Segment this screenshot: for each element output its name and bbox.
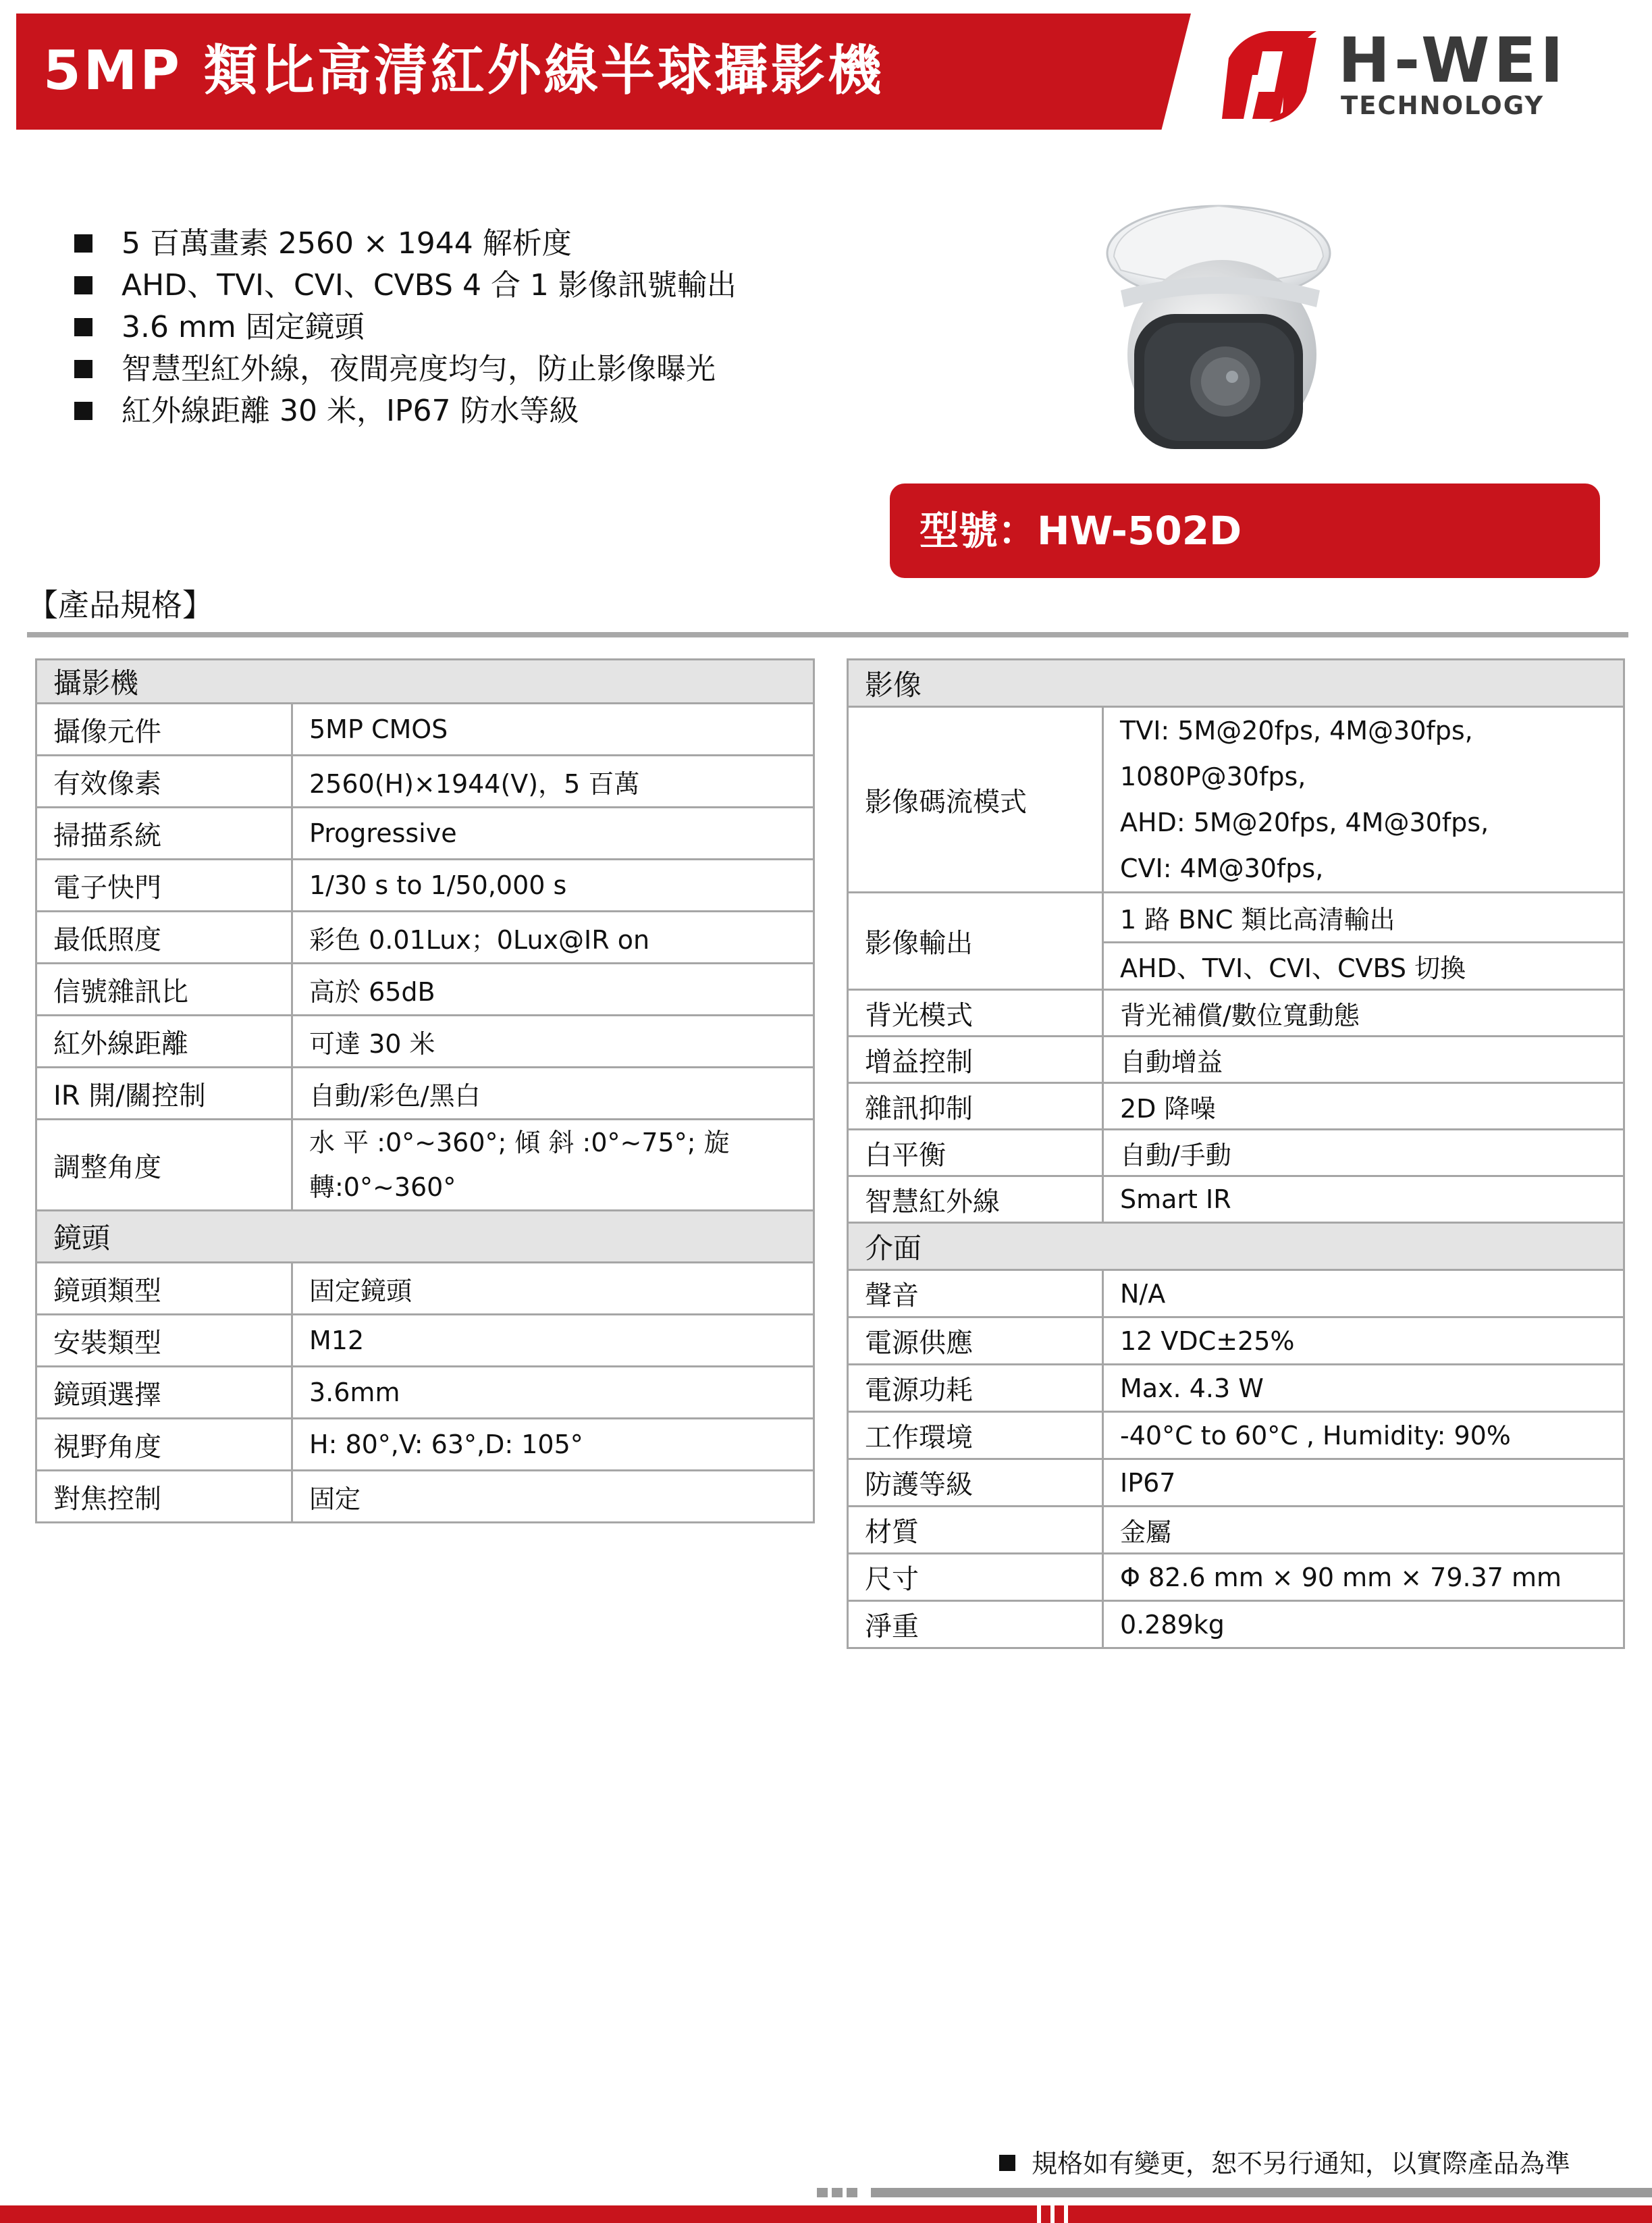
- table-section-row: [36, 1211, 814, 1263]
- table-row: [848, 1130, 1624, 1176]
- square-bullet-icon: [74, 234, 92, 253]
- table-row: [36, 1263, 814, 1315]
- spec-label: 視野角度: [36, 1419, 292, 1471]
- spec-label: 鏡頭類型: [36, 1263, 292, 1315]
- spec-label: 尺寸: [848, 1554, 1103, 1601]
- spec-value: 1/30 s to 1/50,000 s: [292, 860, 814, 912]
- h-wei-logo-icon: [1215, 24, 1330, 126]
- model-badge: [890, 483, 1600, 578]
- spec-label: 鏡頭選擇: [36, 1367, 292, 1419]
- spec-value: IP67: [1103, 1459, 1624, 1507]
- spec-label: 電子快門: [36, 860, 292, 912]
- spec-value: [1103, 707, 1624, 893]
- spec-value: Max. 4.3 W: [1103, 1365, 1624, 1412]
- stream-line: CVI: 4M@30fps,: [1120, 854, 1324, 883]
- spec-label: 有效像素: [36, 756, 292, 808]
- footer-tick: [1050, 2205, 1055, 2223]
- table-section-row: [36, 660, 814, 704]
- spec-value: 自動/彩色/黑白: [292, 1068, 814, 1120]
- section-title: 介面: [848, 1223, 1624, 1270]
- table-row: [36, 912, 814, 964]
- spec-label: 安裝類型: [36, 1315, 292, 1367]
- table-row: [36, 964, 814, 1016]
- spec-label: 影像碼流模式: [848, 707, 1103, 893]
- square-bullet-icon: [74, 402, 92, 420]
- spec-value: 自動增益: [1103, 1037, 1624, 1083]
- section-divider: [27, 632, 1628, 637]
- feature-list: [74, 223, 737, 432]
- spec-value: 2560(H)×1944(V)，5 百萬: [292, 756, 814, 808]
- spec-label: 影像輸出: [848, 893, 1103, 990]
- spec-value: 自動/手動: [1103, 1130, 1624, 1176]
- table-row: [36, 808, 814, 860]
- feature-item: [74, 223, 737, 265]
- table-row: [36, 1120, 814, 1211]
- spec-label: 信號雜訊比: [36, 964, 292, 1016]
- spec-value: 1 路 BNC 類比高清輸出: [1103, 893, 1624, 943]
- spec-value: H: 80°,V: 63°,D: 105°: [292, 1419, 814, 1471]
- feature-item: [74, 265, 737, 307]
- footer-red-bar: [0, 2205, 1652, 2223]
- spec-label: 調整角度: [36, 1120, 292, 1211]
- spec-value: 金屬: [1103, 1507, 1624, 1554]
- spec-value: [292, 1120, 814, 1211]
- table-row: [36, 1315, 814, 1367]
- feature-item: [74, 348, 737, 390]
- table-row: [36, 756, 814, 808]
- table-row: [36, 860, 814, 912]
- spec-label: 材質: [848, 1507, 1103, 1554]
- spec-label: 聲音: [848, 1270, 1103, 1317]
- feature-item: [74, 390, 737, 432]
- stream-line: TVI: 5M@20fps, 4M@30fps,: [1120, 716, 1473, 746]
- feature-text: 5 百萬畫素 2560 × 1944 解析度: [122, 226, 572, 261]
- table-row: [848, 1507, 1624, 1554]
- spec-value: Smart IR: [1103, 1176, 1624, 1223]
- section-title: 鏡頭: [36, 1211, 814, 1263]
- feature-item: [74, 307, 737, 348]
- feature-text: 智慧型紅外線，夜間亮度均勻，防止影像曝光: [122, 352, 716, 386]
- footer-tick: [1037, 2205, 1041, 2223]
- angle-line: 轉:0°~360°: [309, 1172, 456, 1202]
- table-row: [848, 1176, 1624, 1223]
- spec-value: 0.289kg: [1103, 1601, 1624, 1648]
- spec-label: 工作環境: [848, 1412, 1103, 1459]
- table-row: [36, 1016, 814, 1068]
- spec-label: 淨重: [848, 1601, 1103, 1648]
- footer-grey-bar: [871, 2188, 1652, 2197]
- footer-tick: [1064, 2205, 1068, 2223]
- model-number: 型號：HW-502D: [920, 508, 1242, 554]
- spec-value: Progressive: [292, 808, 814, 860]
- table-row: [36, 1367, 814, 1419]
- feature-text: 紅外線距離 30 米，IP67 防水等級: [122, 394, 579, 428]
- spec-label: 電源功耗: [848, 1365, 1103, 1412]
- table-row: [36, 1068, 814, 1120]
- table-row: [36, 704, 814, 756]
- spec-label: 最低照度: [36, 912, 292, 964]
- spec-label: 掃描系統: [36, 808, 292, 860]
- spec-value: AHD、TVI、CVI、CVBS 切換: [1103, 943, 1624, 990]
- table-row: [848, 1365, 1624, 1412]
- square-bullet-icon: [74, 276, 92, 294]
- section-title: 攝影機: [36, 660, 814, 704]
- spec-label: 雜訊抑制: [848, 1083, 1103, 1130]
- dome-camera-image: [1094, 189, 1343, 459]
- table-section-row: [848, 660, 1624, 707]
- spec-label: IR 開/關控制: [36, 1068, 292, 1120]
- spec-value: 3.6mm: [292, 1367, 814, 1419]
- table-row: [848, 1037, 1624, 1083]
- table-row: [848, 1459, 1624, 1507]
- spec-label: 紅外線距離: [36, 1016, 292, 1068]
- footer-note: [999, 2145, 1570, 2182]
- table-row: [848, 1317, 1624, 1365]
- brand-subtitle: TECHNOLOGY: [1341, 91, 1545, 120]
- footer-note-text: 規格如有變更，恕不另行通知，以實際產品為準: [1032, 2149, 1571, 2178]
- square-bullet-icon: [74, 318, 92, 336]
- spec-label: 攝像元件: [36, 704, 292, 756]
- spec-label: 智慧紅外線: [848, 1176, 1103, 1223]
- square-bullet-icon: [74, 360, 92, 378]
- footer-tick: [832, 2188, 843, 2197]
- spec-value: 12 VDC±25%: [1103, 1317, 1624, 1365]
- footer-tick: [847, 2188, 857, 2197]
- spec-label: 電源供應: [848, 1317, 1103, 1365]
- table-row: [848, 1601, 1624, 1648]
- page-title: 5MP 類比高清紅外線半球攝影機: [43, 39, 884, 102]
- spec-value: 固定鏡頭: [292, 1263, 814, 1315]
- table-row: [848, 1083, 1624, 1130]
- table-row: [848, 893, 1624, 943]
- spec-label: 背光模式: [848, 990, 1103, 1037]
- table-row: [36, 1419, 814, 1471]
- brand-logo: [1215, 24, 1593, 126]
- spec-label: 對焦控制: [36, 1471, 292, 1523]
- table-row: [848, 707, 1624, 893]
- footer-tick: [817, 2188, 828, 2197]
- spec-value: 2D 降噪: [1103, 1083, 1624, 1130]
- angle-line: 水 平 :0°~360°; 傾 斜 :0°~75°; 旋: [309, 1128, 730, 1157]
- table-section-row: [848, 1223, 1624, 1270]
- stream-line: 1080P@30fps,: [1120, 762, 1306, 791]
- spec-value: 彩色 0.01Lux；0Lux@IR on: [292, 912, 814, 964]
- feature-text: AHD、TVI、CVI、CVBS 4 合 1 影像訊號輸出: [122, 268, 737, 303]
- spec-value: -40°C to 60°C , Humidity: 90%: [1103, 1412, 1624, 1459]
- stream-line: AHD: 5M@20fps, 4M@30fps,: [1120, 808, 1489, 837]
- square-bullet-icon: [999, 2155, 1015, 2171]
- feature-text: 3.6 mm 固定鏡頭: [122, 310, 365, 344]
- spec-label: 增益控制: [848, 1037, 1103, 1083]
- spec-value: 高於 65dB: [292, 964, 814, 1016]
- section-title: 影像: [848, 660, 1624, 707]
- spec-value: 5MP CMOS: [292, 704, 814, 756]
- spec-value: M12: [292, 1315, 814, 1367]
- table-row: [848, 1412, 1624, 1459]
- spec-value: Φ 82.6 mm × 90 mm × 79.37 mm: [1103, 1554, 1624, 1601]
- spec-value: 可達 30 米: [292, 1016, 814, 1068]
- brand-name: H-WEI: [1338, 24, 1568, 97]
- camera-spec-table: [35, 658, 815, 1523]
- spec-value: 背光補償/數位寬動態: [1103, 990, 1624, 1037]
- spec-value: N/A: [1103, 1270, 1624, 1317]
- spec-label: 防護等級: [848, 1459, 1103, 1507]
- spec-value: 固定: [292, 1471, 814, 1523]
- table-row: [848, 990, 1624, 1037]
- table-row: [848, 1554, 1624, 1601]
- table-row: [36, 1471, 814, 1523]
- spec-heading: 【產品規格】: [27, 587, 213, 623]
- image-spec-table: [847, 658, 1625, 1649]
- spec-label: 白平衡: [848, 1130, 1103, 1176]
- table-row: [848, 1270, 1624, 1317]
